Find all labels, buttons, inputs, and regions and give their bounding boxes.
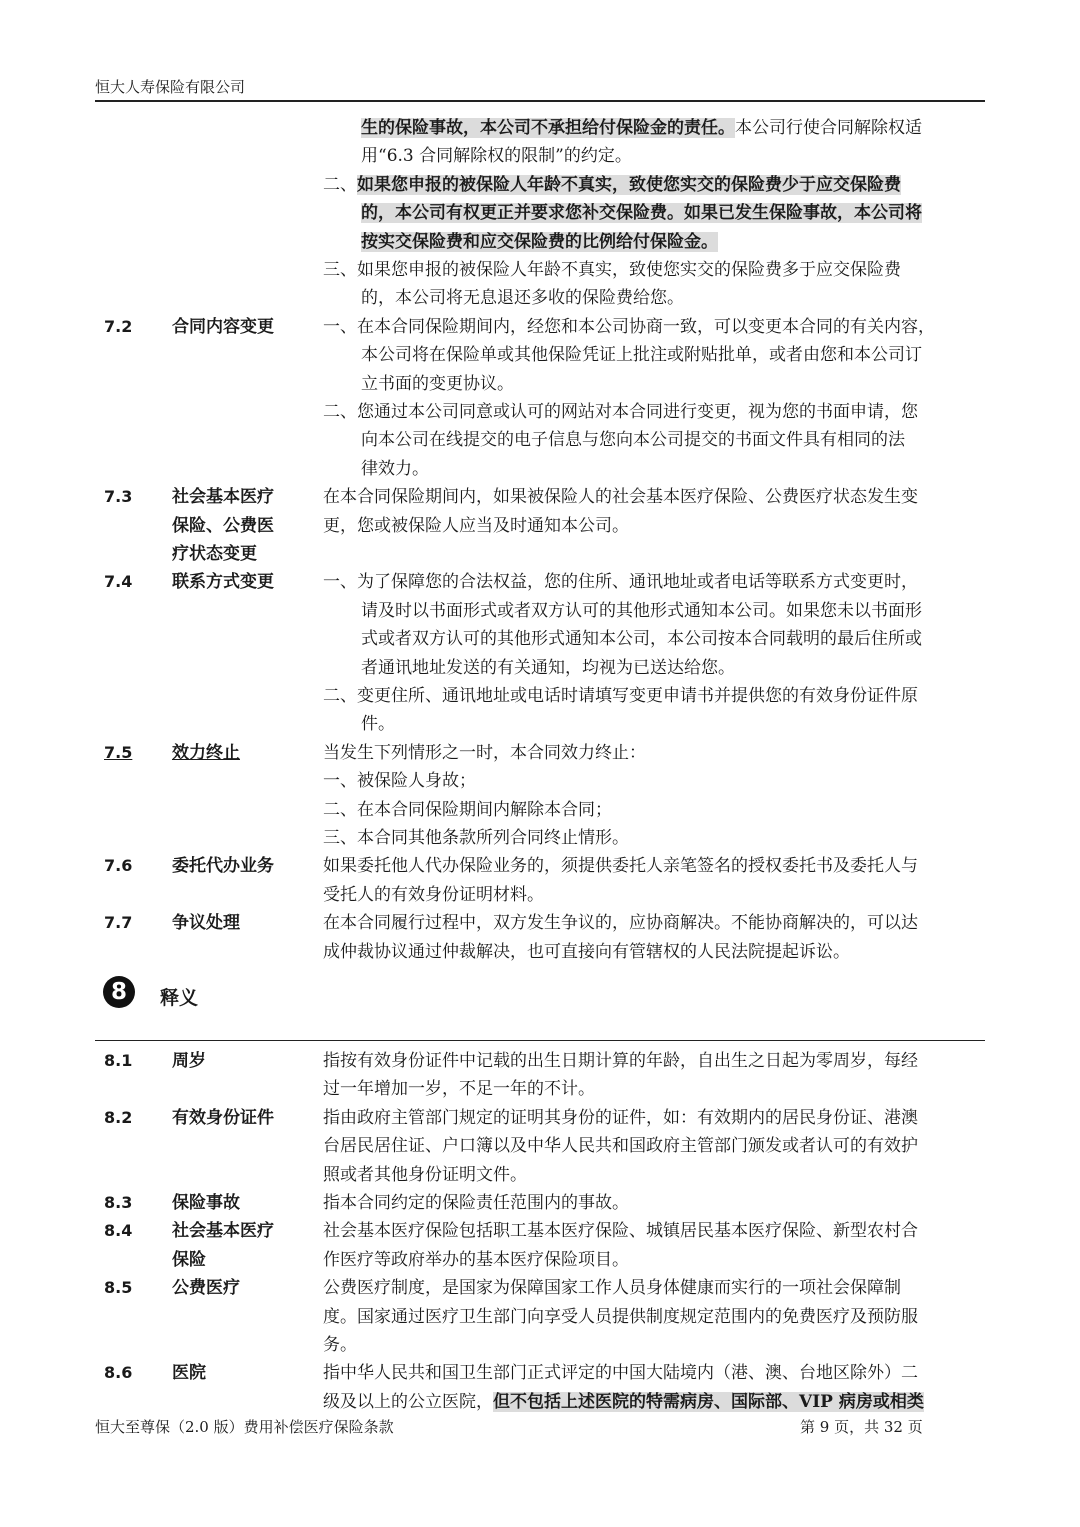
clause-text-line: 律效力。: [361, 458, 429, 479]
clause-text-line: 公费医疗制度，是国家为保障国家工作人员身体健康而实行的一项社会保障制: [323, 1278, 901, 1299]
clause-text-line: 在本合同履行过程中，双方发生争议的，应协商解决。不能协商解决的，可以达: [323, 913, 918, 934]
clause-text-line: 的，本公司有权更正并要求您补交保险费。如果已发生保险事故，本公司将: [361, 203, 922, 224]
clause-text-line: 指中华人民共和国卫生部门正式评定的中国大陆境内（港、澳、台地区除外）二: [323, 1363, 918, 1384]
clause-text-line: 一、为了保障您的合法权益，您的住所、通讯地址或者电话等联系方式变更时，: [323, 572, 918, 593]
clause-text-line: 者通讯地址发送的有关通知，均视为已送达给您。: [361, 657, 735, 678]
clause-title: 社会基本医疗: [172, 1221, 274, 1242]
clause-text-line: 式或者双方认可的其他形式通知本公司，本公司按本合同载明的最后住所或: [361, 629, 922, 650]
clause-text-line: 级及以上的公立医院，但不包括上述医院的特需病房、国际部、VIP 病房或相类: [323, 1391, 924, 1412]
clause-text-line: 过一年增加一岁，不足一年的不计。: [323, 1079, 595, 1100]
clause-title: 保险、公费医: [172, 515, 274, 536]
clause-title: 周岁: [172, 1051, 206, 1071]
clause-title: 合同内容变更: [172, 316, 274, 337]
clause-number: 7.6: [104, 856, 133, 876]
clause-number: 8.2: [104, 1107, 133, 1127]
clause-title: 争议处理: [172, 913, 240, 934]
page-header-company: 恒大人寿保险有限公司: [95, 78, 246, 96]
clause-number: 7.2: [104, 316, 133, 336]
clause-text-line: 向本公司在线提交的电子信息与您向本公司提交的书面文件具有相同的法: [361, 430, 905, 451]
clause-title: 联系方式变更: [172, 572, 274, 593]
clause-number: 8.1: [104, 1051, 133, 1070]
clause-title: 委托代办业务: [172, 856, 274, 877]
footer-document-title: 恒大至尊保（2.0 版）费用补偿医疗保险条款: [95, 1418, 394, 1436]
clause-title: 保险事故: [172, 1193, 240, 1213]
clause-text-line: 当发生下列情形之一时，本合同效力终止：: [323, 742, 646, 763]
clause-text-line: 台居民居住证、户口簿以及中华人民共和国政府主管部门颁发或者认可的有效护: [323, 1136, 918, 1157]
clause-text-line: 受托人的有效身份证明材料。: [323, 884, 544, 905]
clause-title: 医院: [172, 1363, 206, 1384]
clause-text-line: 一、被保险人身故；: [323, 771, 476, 792]
header-divider: [95, 100, 985, 102]
clause-text-line: 三、如果您申报的被保险人年龄不真实，致使您实交的保险费多于应交保险费: [323, 260, 901, 280]
clause-title: 公费医疗: [172, 1278, 240, 1299]
clause-text-line: 一、在本合同保险期间内，经您和本公司协商一致，可以变更本合同的有关内容，: [323, 316, 935, 337]
clause-text-line: 更，您或被保险人应当及时通知本公司。: [323, 515, 629, 536]
footer-page-number: 第 9 页，共 32 页: [800, 1418, 923, 1436]
clause-text-line: 三、本合同其他条款所列合同终止情形。: [323, 828, 629, 848]
clause-text-line: 用“6.3 合同解除权的限制”的约定。: [361, 146, 632, 167]
section-divider: [95, 1040, 985, 1041]
clause-text-line: 生的保险事故，本公司不承担给付保险金的责任。本公司行使合同解除权适: [361, 118, 922, 138]
clause-text-line: 请及时以书面形式或者双方认可的其他形式通知本公司。如果您未以书面形: [361, 600, 922, 621]
section-number-badge: 8: [103, 976, 135, 1008]
clause-text-line: 的，本公司将无息退还多收的保险费给您。: [361, 288, 684, 309]
clause-text-line: 指本合同约定的保险责任范围内的事故。: [323, 1193, 629, 1213]
clause-title: 保险: [172, 1249, 206, 1270]
clause-text-line: 件。: [361, 714, 395, 735]
clause-text-line: 指按有效身份证件中记载的出生日期计算的年龄，自出生之日起为零周岁，每经: [323, 1051, 918, 1071]
clause-text-line: 指由政府主管部门规定的证明其身份的证件，如：有效期内的居民身份证、港澳: [323, 1107, 918, 1128]
clause-number: 8.3: [104, 1193, 133, 1212]
clause-number: 7.4: [104, 572, 133, 592]
clause-text-line: 务。: [323, 1335, 357, 1355]
clause-text-line: 二、在本合同保险期间内解除本合同；: [323, 799, 612, 820]
clause-text-line: 本公司将在保险单或其他保险凭证上批注或附贴批单，或者由您和本公司订: [361, 345, 922, 366]
clause-number: 8.4: [104, 1221, 133, 1241]
clause-text-line: 度。国家通过医疗卫生部门向享受人员提供制度规定范围内的免费医疗及预防服: [323, 1306, 918, 1327]
section-title: 释义: [160, 987, 199, 1009]
clause-number: 7.5: [104, 742, 133, 762]
clause-text-line: 按实交保险费和应交保险费的比例给付保险金。: [361, 231, 718, 252]
clause-title: 有效身份证件: [172, 1107, 274, 1128]
clause-number: 8.5: [104, 1278, 133, 1298]
clause-number: 8.6: [104, 1363, 133, 1383]
clause-text-line: 社会基本医疗保险包括职工基本医疗保险、城镇居民基本医疗保险、新型农村合: [323, 1221, 918, 1242]
clause-text-line: 二、变更住所、通讯地址或电话时请填写变更申请书并提供您的有效身份证件原: [323, 686, 918, 706]
clause-number: 7.3: [104, 487, 133, 507]
clause-text-line: 作医疗等政府举办的基本医疗保险项目。: [323, 1249, 629, 1270]
clause-title: 疗状态变更: [172, 544, 257, 564]
clause-text-line: 成仲裁协议通过仲裁解决，也可直接向有管辖权的人民法院提起诉讼。: [323, 941, 850, 962]
clause-number: 7.7: [104, 913, 133, 933]
clause-text-line: 二、您通过本公司同意或认可的网站对本合同进行变更，视为您的书面申请，您: [323, 402, 918, 422]
clause-title: 社会基本医疗: [172, 487, 274, 508]
clause-text-line: 在本合同保险期间内，如果被保险人的社会基本医疗保险、公费医疗状态发生变: [323, 487, 918, 508]
clause-title: 效力终止: [172, 742, 240, 763]
clause-text-line: 如果委托他人代办保险业务的，须提供委托人亲笔签名的授权委托书及委托人与: [323, 856, 918, 877]
clause-text-line: 立书面的变更协议。: [361, 373, 514, 394]
clause-text-line: 二、如果您申报的被保险人年龄不真实，致使您实交的保险费少于应交保险费: [323, 174, 901, 195]
clause-text-line: 照或者其他身份证明文件。: [323, 1164, 527, 1185]
